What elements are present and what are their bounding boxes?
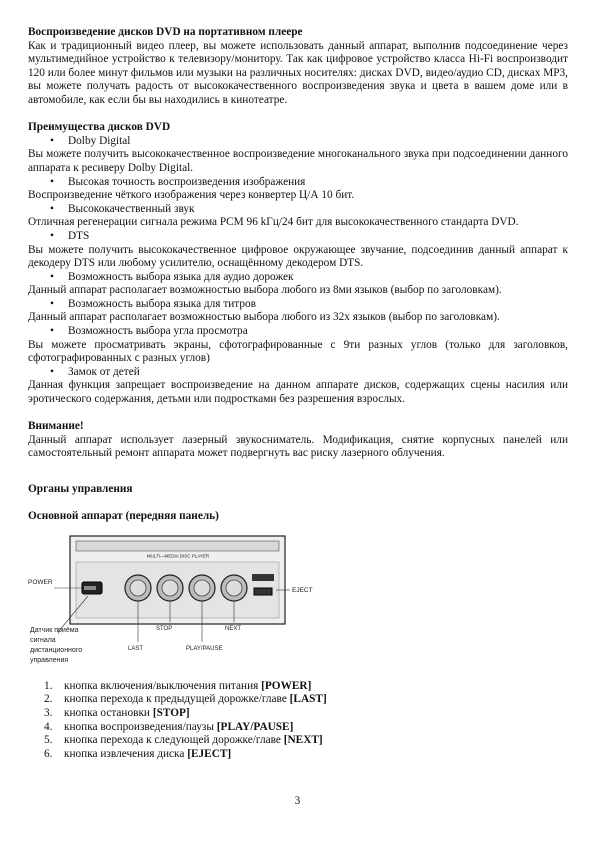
bullet-icon: •: [50, 229, 54, 242]
sensor-label-line2: сигнала: [30, 636, 56, 644]
bullet-label: Возможность выбора языка для аудио дорожек: [68, 270, 294, 283]
bullet-text: Данная функция запрещает воспроизведение на данном аппарате дисков, содержащих сцены насилия или эротического содержания, детьми или подростками без разрешения взрослых.: [28, 379, 568, 406]
list-desc: кнопка перехода к следующей дорожке/главе: [64, 734, 284, 747]
section-title-dvd-advantages: Преимущества дисков DVD: [28, 121, 171, 134]
bullet-label: Возможность выбора угла просмотра: [68, 325, 248, 338]
list-text: [64, 680, 311, 694]
bullet-label: Высококачественный звук: [68, 202, 195, 215]
list-text: [64, 721, 293, 735]
list-item: [28, 748, 568, 762]
bullet-item: [28, 176, 568, 190]
bullet-item: [28, 271, 568, 285]
bullet-text: Данный аппарат располагает возможностью выбора любого из 8ми языков (выбор по заголовкам).: [28, 284, 502, 297]
list-text: [64, 734, 323, 748]
next-button-inner: [226, 580, 242, 596]
page-content: [28, 26, 568, 761]
list-key: [EJECT]: [187, 747, 232, 760]
bullet-text: Вы можете просматривать экраны, сфотографированные с 9ти разных углов (только для заголовков, сфотографированных с разных углов): [28, 338, 568, 365]
bullet-text: Вы можете получить высококачественное цифровое окружающее звучание, подсоединив данный аппарат к декодеру DTS или любому усилителю, оснащённому декодером DTS.: [28, 243, 568, 270]
list-number: 3.: [44, 706, 53, 719]
stop-label: STOP: [156, 625, 173, 632]
bullet-item: [28, 230, 568, 244]
bullet-item: [28, 325, 568, 339]
sensor-label-line1: Датчик приёма: [30, 626, 79, 634]
bullet-label: Возможность выбора языка для титров: [68, 297, 257, 310]
controls-title: Органы управления: [28, 483, 133, 495]
bullet-label: Замок от детей: [68, 365, 140, 378]
list-item: [28, 707, 568, 721]
warning-text: Данный аппарат использует лазерный звукосниматель. Модификация, снятие корпусных панелей или самостоятельный ремонт аппарата может подвергнуть вас риску лазерного облучения.: [28, 433, 568, 460]
list-item: [28, 680, 568, 694]
front-panel-figure: [28, 532, 568, 672]
list-desc: кнопка остановки: [64, 706, 153, 719]
bullet-item: [28, 203, 568, 217]
warning-title: Внимание!: [28, 420, 84, 433]
bullet-icon: •: [50, 202, 54, 215]
list-key: [NEXT]: [283, 734, 323, 747]
list-number: 1.: [44, 679, 53, 692]
front-panel-diagram: [28, 532, 328, 672]
stop-button-inner: [162, 580, 178, 596]
list-number: 5.: [44, 734, 53, 747]
dvd-logo-icon: [252, 574, 274, 581]
bullet-item: [28, 366, 568, 380]
controls-list: [28, 680, 568, 762]
sensor-label-line3: дистанционного: [30, 646, 83, 654]
next-label: NEXT: [225, 625, 242, 632]
list-key: [LAST]: [289, 693, 327, 706]
controls-subtitle: Основной аппарат (передняя панель): [28, 510, 219, 523]
list-number: 2.: [44, 693, 53, 706]
eject-label: EJECT: [292, 586, 313, 594]
list-item: [28, 721, 568, 735]
list-desc: кнопка перехода к предыдущей дорожке/главе: [64, 693, 290, 706]
list-text: [64, 748, 231, 762]
bullet-icon: •: [50, 297, 54, 310]
bullet-icon: •: [50, 134, 54, 147]
list-item: [28, 734, 568, 748]
eject-button-icon: [254, 588, 272, 595]
list-desc: кнопка воспроизведения/паузы: [64, 720, 217, 733]
play-pause-button-inner: [194, 580, 210, 596]
list-desc: кнопка извлечения диска: [64, 747, 188, 760]
last-button-inner: [130, 580, 146, 596]
page-number: 3: [294, 795, 301, 807]
list-number: 4.: [44, 720, 53, 733]
list-item: [28, 693, 568, 707]
bullet-icon: •: [50, 175, 54, 188]
bullet-label: Высокая точность воспроизведения изображения: [68, 175, 306, 188]
bullet-label: Dolby Digital: [68, 134, 131, 147]
disc-slot: [76, 541, 279, 551]
advantages-list: [28, 135, 568, 407]
bullet-item: [28, 298, 568, 312]
list-desc: кнопка включения/выключения питания: [64, 679, 262, 692]
last-label: LAST: [128, 645, 144, 652]
list-key: [POWER]: [261, 679, 312, 692]
bullet-icon: •: [50, 325, 54, 338]
sensor-label-line4: управления: [30, 656, 69, 664]
list-text: [64, 707, 190, 721]
intro-paragraph: Как и традиционный видео плеер, вы можете использовать данный аппарат, выполнив подсоединение через мультимедийное устройство к телевизору/монитору. Так как цифровое устройство класса Hi-Fi воспроизводит 120 или более минут фильмов или музыки на различных носителях: дисках DVD, видео/аудио CD, дисках MP3, вы можете получать радость от высококачественного воспроизведения звука и цвета в вашем доме или в автомобиле, как если бы вы находились в кинотеатре.: [28, 39, 568, 106]
list-number: 6.: [44, 747, 53, 760]
device-label: MULTI—MEDIA DISC PLAYER: [146, 553, 210, 559]
bullet-text: Воспроизведение чёткого изображения через конвертер Ц/А 10 бит.: [28, 189, 355, 202]
list-text: [64, 693, 327, 707]
power-label: POWER: [28, 578, 53, 586]
list-key: [PLAY/PAUSE]: [216, 720, 294, 733]
bullet-icon: •: [50, 270, 54, 283]
play-pause-label: PLAY/PAUSE: [186, 645, 223, 652]
bullet-text: Отличная регенерации сигнала режима PCM 96 kГц/24 бит для высококачественного стандарта DVD.: [28, 216, 519, 229]
bullet-text: Данный аппарат располагает возможностью выбора любого из 32х языков (выбор по заголовкам).: [28, 311, 500, 324]
list-key: [STOP]: [152, 706, 190, 719]
bullet-item: [28, 135, 568, 149]
bullet-icon: •: [50, 365, 54, 378]
bullet-label: DTS: [68, 229, 90, 242]
section-title-dvd-playback: Воспроизведение дисков DVD на портативном плеере: [28, 26, 303, 38]
power-switch-slider: [84, 586, 96, 590]
bullet-text: Вы можете получить высококачественное воспроизведение многоканального звука при подсоединении данного аппарата к ресиверу Dolby Digital.: [28, 148, 568, 174]
